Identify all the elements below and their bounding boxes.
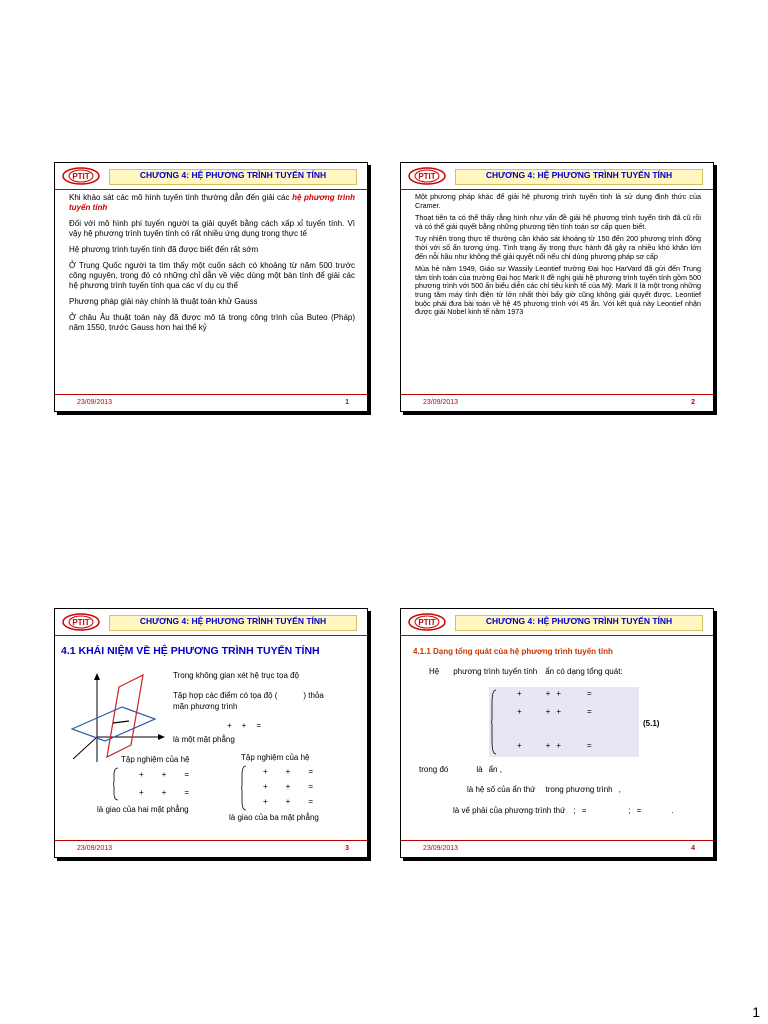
text-line: trong đó là ẩn , [419,765,502,774]
system-row: + + = [263,767,314,776]
slide-footer [55,840,367,857]
slide-header [55,163,367,190]
text-line: Tập hợp các điểm có tọa độ ( ) thỏa [173,691,324,700]
subsection-title: 4.1.1 Dạng tổng quát của hệ phương trình tuyến tính [413,647,613,656]
label: Tập nghiệm của hệ [121,755,190,764]
slide-header [401,163,713,190]
ptit-logo-icon [61,165,101,187]
system-row: + + = [263,782,314,791]
slide-date: 23/09/2013 [77,845,113,852]
slide-3 [54,608,368,858]
caption: là giao của hai mặt phẳng [97,805,189,814]
slide-date: 23/09/2013 [423,399,459,406]
section-title: 4.1 KHÁI NIỆM VỀ HỆ PHƯƠNG TRÌNH TUYẾN TÍNH [61,645,320,657]
text-line: mãn phương trình [173,702,238,711]
system-row: + + + = [517,689,592,698]
paragraph: Phương pháp giải này chính là thuật toán khử Gauss [69,297,258,306]
slide-header [55,609,367,636]
slide-footer [401,840,713,857]
paragraph: Thoạt tiên ta có thể thấy rằng hình như vấn đề giải hệ phương trình tuyến tính đã cũ rồi và có thể giải quyết bằng những phương tiện tính toán sơ cấp quen biết. [415,213,701,231]
slide-footer [55,394,367,411]
slide-number: 4 [691,845,695,852]
svg-text:PTIT: PTIT [418,172,436,181]
paragraph: Mùa hè năm 1949, Giáo sư Wassily Leontief trường Đại học HarVard đã gửi đến Trung tâm tính toán của trường Đại học Mark II đề nghị giải hệ phương trình tuyến tính gồm 500 phương trình với 500 ẩn biểu diễn các chỉ tiêu kinh tế của Mỹ. Mark II là một trong những trung tâm máy tính điện tử lớn nhất thời bấy giờ cũng không giải quyết được. Leontief buộc phải đưa bài toán về hệ 45 phương trình với 45 ẩn. Với kết quả này Leontief nhận được giải Nobel kinh tế năm 1973 [415,264,701,317]
text-line: Hệ phương trình tuyến tính ẩn có dạng tổng quát: [429,667,623,676]
system-row: + + + = [517,741,592,750]
slide-date: 23/09/2013 [423,845,459,852]
svg-text:PTIT: PTIT [72,172,90,181]
chapter-title: CHƯƠNG 4: HỆ PHƯƠNG TRÌNH TUYẾN TÍNH [485,616,673,626]
slide-header [401,609,713,636]
paragraph: Tuy nhiên trong thực tế thường cần khảo sát khoảng từ 150 đến 200 phương trình đồng thời với số ẩn tương ứng. Tình trạng ấy trong thực hành đã gây ra nhiều khó khăn lớn đến nỗi hầu như không thể giải quyết nổi nếu chỉ dùng phương pháp sơ cấp [415,234,701,261]
slide-4 [400,608,714,858]
system-row: + + = [139,770,190,779]
chapter-title: CHƯƠNG 4: HỆ PHƯƠNG TRÌNH TUYẾN TÍNH [139,616,327,626]
system-row: + + + = [517,707,592,716]
brace-icon [113,767,119,801]
paragraph: Hệ phương trình tuyến tính đã được biết đến rất sớm [69,245,259,254]
slide-date: 23/09/2013 [77,399,113,406]
slide-footer [401,394,713,411]
plane-equation: + + = [227,721,262,730]
planes-figure [67,667,167,767]
ptit-logo-icon [407,165,447,187]
text-line: là một mặt phẳng [173,735,235,744]
svg-text:PTIT: PTIT [418,618,436,627]
paragraph: Khi khảo sát các mô hình tuyến tính thường dẫn đến giải các hệ phương trình tuyến tính [69,193,355,212]
brace-icon [241,765,247,811]
text-line: là hệ số của ẩn thứ trong phương trình , [467,785,621,794]
page-number: 1 [752,1004,760,1020]
chapter-title: CHƯƠNG 4: HỆ PHƯƠNG TRÌNH TUYẾN TÍNH [139,170,327,180]
paragraph: Ở châu Âu thuật toán này đã được mô tả trong công trình của Buteo (Pháp) năm 1550, trước Gauss hơn hai thế kỷ [69,313,355,332]
slide-2 [400,162,714,412]
slide-1 [54,162,368,412]
slide-number: 2 [691,399,695,406]
brace-icon [491,689,497,755]
system-row: + + = [263,797,314,806]
caption: là giao của ba mặt phẳng [229,813,319,822]
label: Tập nghiệm của hệ [241,753,310,762]
text-line: là vế phải của phương trình thứ ; = ; = . [453,806,674,815]
chapter-title: CHƯƠNG 4: HỆ PHƯƠNG TRÌNH TUYẾN TÍNH [485,170,673,180]
text-line: Trong không gian xét hệ trục tọa độ [173,671,300,680]
system-row: + + = [139,788,190,797]
paragraph: Ở Trung Quốc người ta tìm thấy một cuốn sách có khoảng từ năm 500 trước công nguyên, trong đó có những chỉ dẫn về việc dùng một bàn tính để giải các hệ phương trình tuyến tính qua các ví dụ cụ thể [69,261,355,290]
paragraph: Đối với mô hình phi tuyến người ta giải quyết bằng cách xấp xỉ tuyến tính. Vì vậy hệ phương trình tuyến tính có rất nhiều ứng dụng trong thực tế [69,219,355,238]
ptit-logo-icon [407,611,447,633]
paragraph: Một phương pháp khác để giải hệ phương trình tuyến tính là sử dụng định thức của Cramer. [415,192,701,210]
svg-text:PTIT: PTIT [72,618,90,627]
equation-label: (5.1) [643,719,660,728]
slide-number: 1 [345,399,349,406]
ptit-logo-icon [61,611,101,633]
slide-number: 3 [345,845,349,852]
